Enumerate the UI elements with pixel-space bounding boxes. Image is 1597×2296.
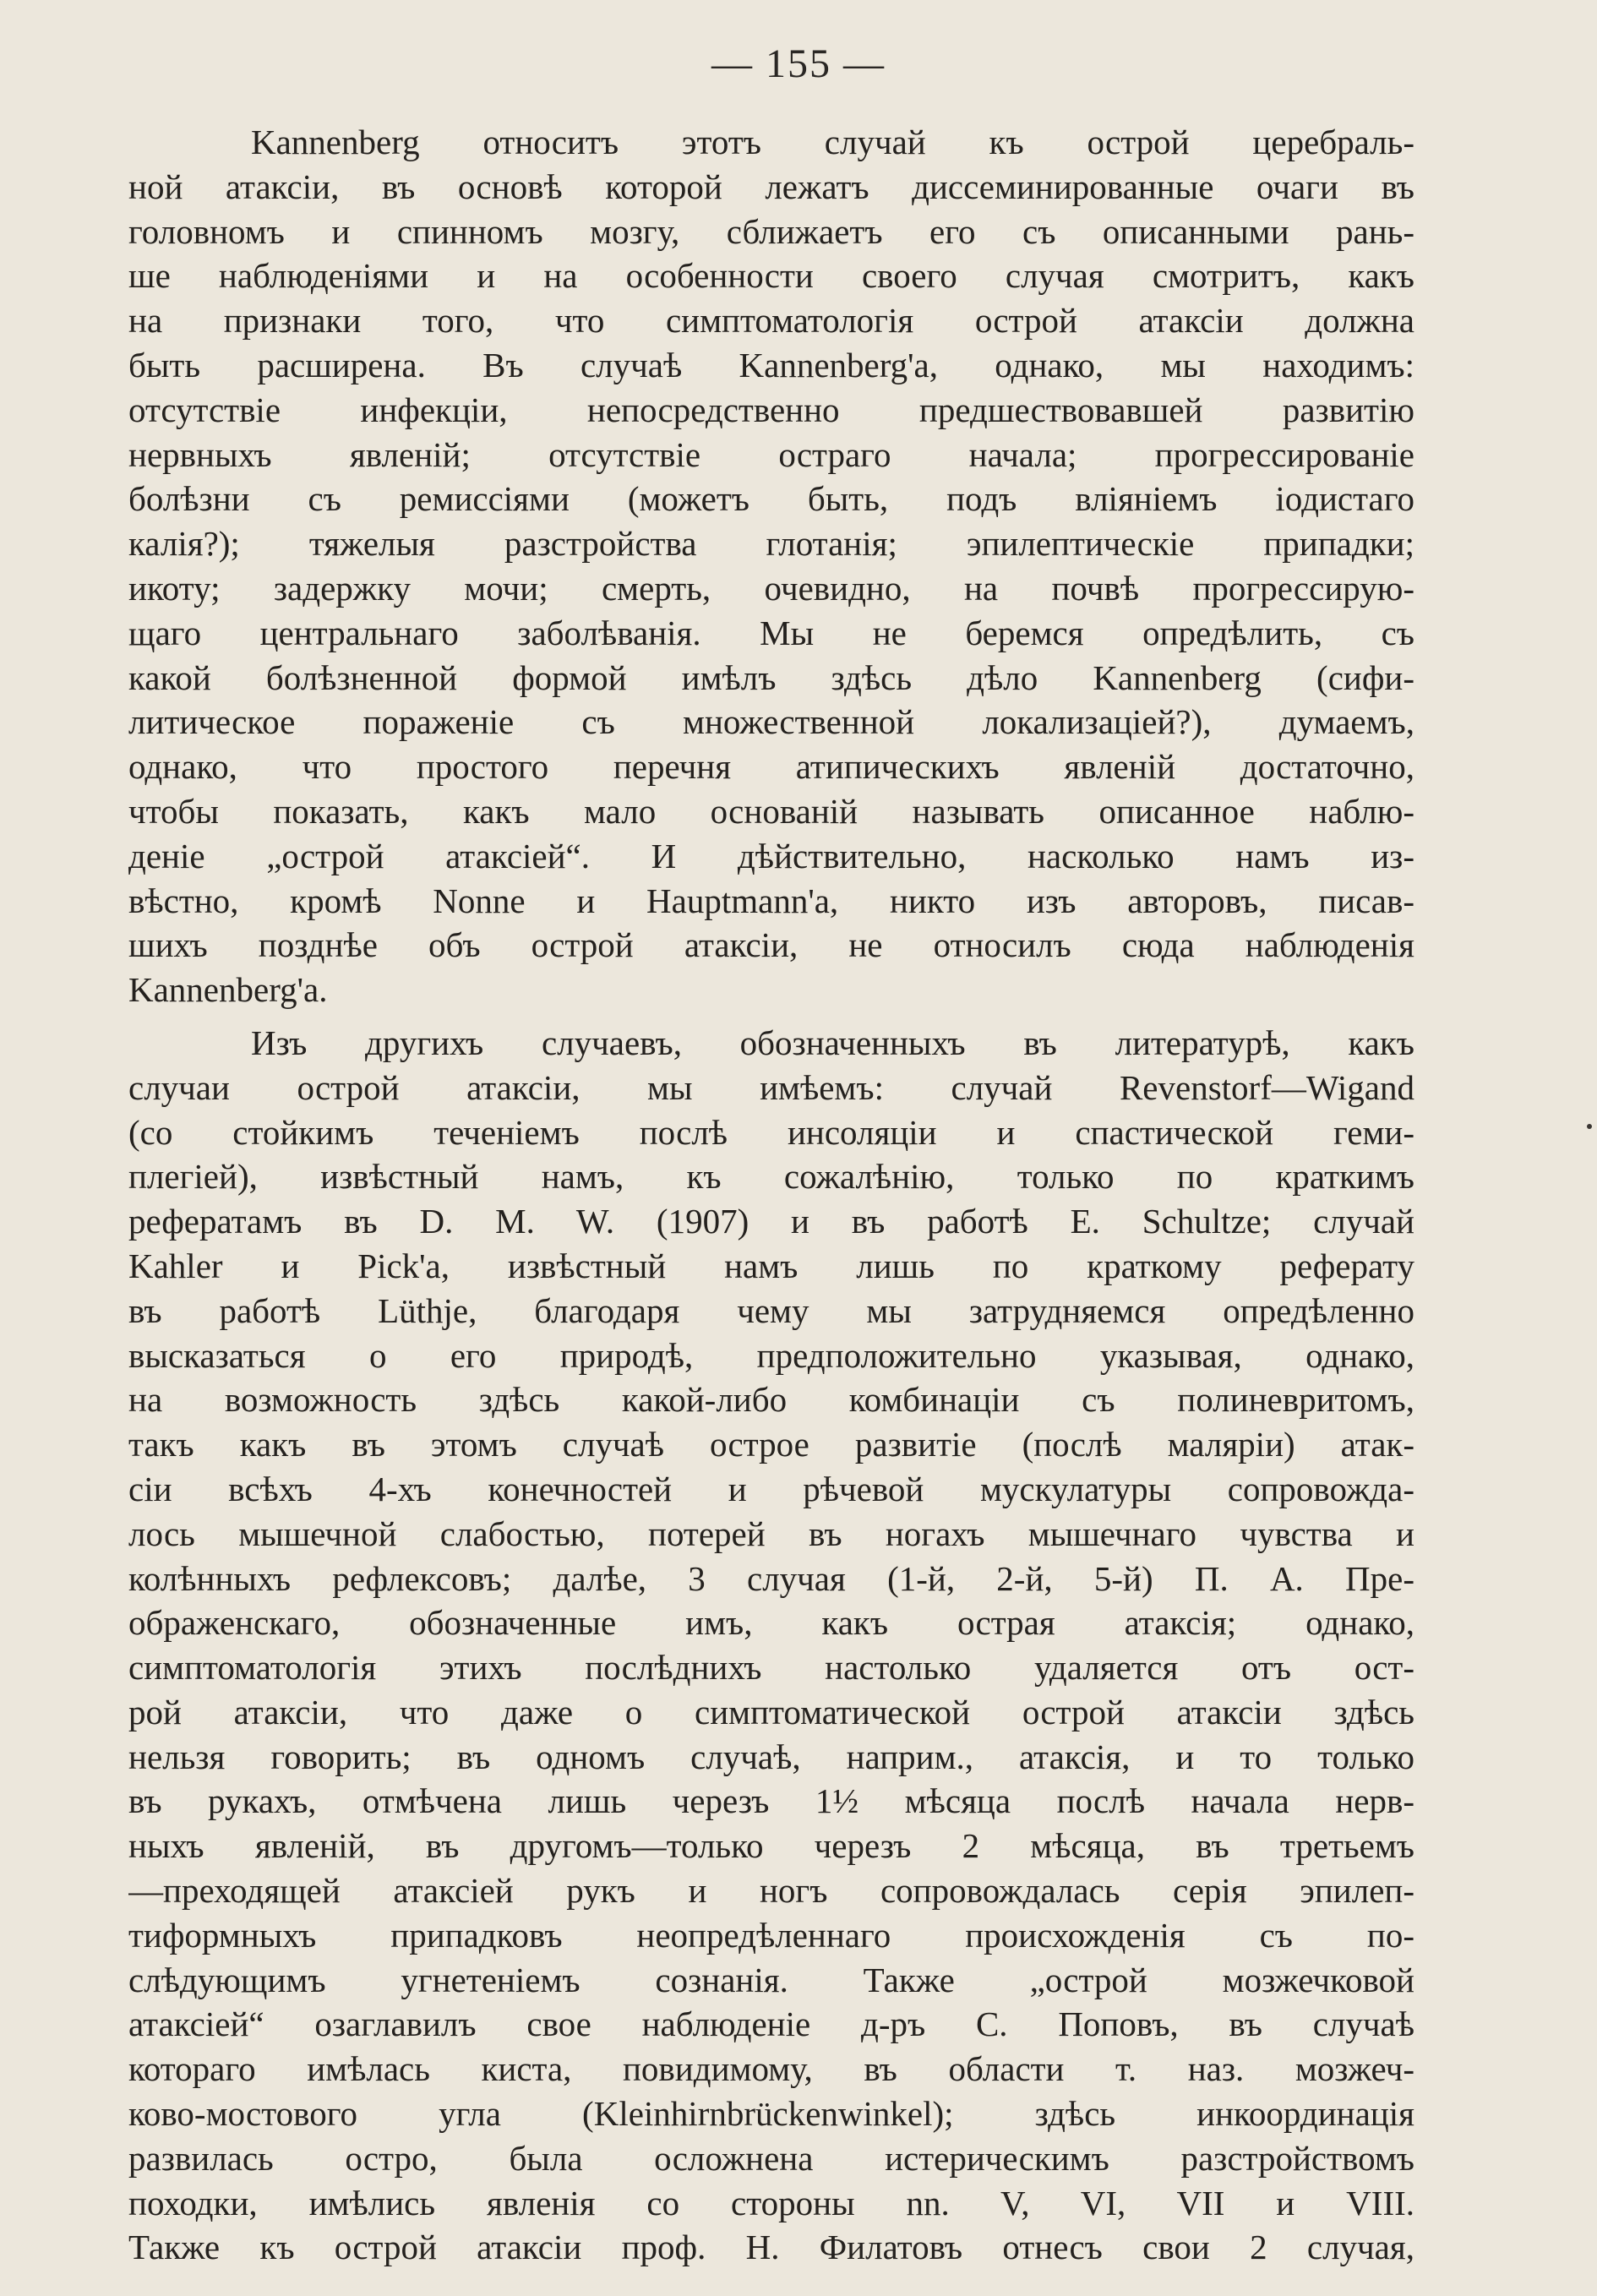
- text-line: въ рукахъ, отмѣчена лишь черезъ 1½ мѣсяца послѣ начала нерв-: [128, 1781, 1414, 1821]
- paragraph-1: [128, 120, 1414, 1012]
- paragraph-2: [128, 1021, 1414, 2270]
- text-line: щаго центральнаго заболѣванія. Мы не беремся опредѣлить, съ: [128, 613, 1414, 652]
- text-line: Kannenberg относитъ этотъ случай къ острой церебраль-: [251, 123, 1414, 161]
- text-line: ной атаксіи, въ основѣ которой лежатъ диссеминированные очаги въ: [128, 166, 1414, 206]
- text-line: ше наблюденіями и на особенности своего случая смотритъ, какъ: [128, 256, 1414, 296]
- text-line: Также къ острой атаксіи проф. Н. Филатовъ отнесъ свои 2 случая,: [128, 2228, 1414, 2267]
- text-line: случаи острой атаксіи, мы имѣемъ: случай Revenstorf—Wigand: [128, 1067, 1414, 1107]
- text-line: быть расширена. Въ случаѣ Kannenberg'a, однако, мы находимъ:: [128, 345, 1414, 384]
- body-text: [128, 120, 1414, 2270]
- text-line: деніе „острой атаксіей“. И дѣйствительно, насколько намъ из-: [128, 836, 1414, 875]
- text-line: однако, что простого перечня атипическихъ явленій достаточно,: [128, 747, 1414, 787]
- text-line: лось мышечной слабостью, потерей въ ногахъ мышечнаго чувства и: [128, 1513, 1414, 1553]
- text-line: нельзя говорить; въ одномъ случаѣ, наприм., атаксія, и то только: [128, 1737, 1414, 1776]
- text-line: —преходящей атаксіей рукъ и ногъ сопровождалась серія эпилеп-: [128, 1871, 1414, 1911]
- text-line: на признаки того, что симптоматологія острой атаксіи должна: [128, 301, 1414, 341]
- text-line: котораго имѣлась киста, повидимому, въ области т. наз. мозжеч-: [128, 2049, 1414, 2089]
- text-line: литическое пораженіе съ множественной локализаціей?), думаемъ,: [128, 702, 1414, 742]
- text-line: на возможность здѣсь какой-либо комбинаціи съ полиневритомъ,: [128, 1380, 1414, 1420]
- text-line: головномъ и спинномъ мозгу, сближаетъ его съ описанными рань-: [128, 211, 1414, 251]
- text-line: такъ какъ въ этомъ случаѣ острое развитіе (послѣ маляріи) атак-: [128, 1425, 1414, 1464]
- text-line: атаксіей“ озаглавилъ свое наблюденіе д-ръ С. Поповъ, въ случаѣ: [128, 2004, 1414, 2044]
- text-line: Kannenberg'a.: [128, 970, 328, 1010]
- text-line: нервныхъ явленій; отсутствіе остраго начала; прогрессированіе: [128, 434, 1414, 474]
- text-line: ныхъ явленій, въ другомъ—только черезъ 2 мѣсяца, въ третьемъ: [128, 1826, 1414, 1866]
- text-line: Kahler и Pick'a, извѣстный намъ лишь по краткому реферату: [128, 1246, 1414, 1285]
- text-line: плегіей), извѣстный намъ, къ сожалѣнію, только по краткимъ: [128, 1157, 1414, 1197]
- page-number: — 155 —: [711, 41, 886, 86]
- text-line: икоту; задержку мочи; смерть, очевидно, на почвѣ прогрессирую-: [128, 568, 1414, 608]
- text-line: въ работѣ Lüthje, благодаря чему мы затрудняемся опредѣленно: [128, 1290, 1414, 1330]
- text-line: тиформныхъ припадковъ неопредѣленнаго происхожденія съ по-: [128, 1915, 1414, 1955]
- scan-speck: [1587, 1124, 1592, 1129]
- text-line: болѣзни съ ремиссіями (можетъ быть, подъ вліяніемъ іодистаго: [128, 479, 1414, 519]
- text-line: сіи всѣхъ 4-хъ конечностей и рѣчевой мускулатуры сопровожда-: [128, 1469, 1414, 1508]
- text-line: слѣдующимъ угнетеніемъ сознанія. Также „острой мозжечковой: [128, 1960, 1414, 1999]
- text-line: высказаться о его природѣ, предположительно указывая, однако,: [128, 1335, 1414, 1375]
- text-line: вѣстно, кромѣ Nonne и Hauptmann'a, никто изъ авторовъ, писав-: [128, 881, 1414, 920]
- text-line: походки, имѣлись явленія со стороны nn. V, VI, VII и VIII.: [128, 2183, 1414, 2222]
- text-line: ково-мостового угла (Kleinhirnbrückenwinkel); здѣсь инкоординація: [128, 2094, 1414, 2134]
- text-line: чтобы показать, какъ мало основаній называть описанное наблю-: [128, 791, 1414, 831]
- text-line: шихъ позднѣе объ острой атаксіи, не относилъ сюда наблюденія: [128, 925, 1414, 965]
- text-line: Изъ другихъ случаевъ, обозначенныхъ въ литературѣ, какъ: [251, 1023, 1414, 1062]
- text-line: ображенскаго, обозначенные имъ, какъ острая атаксія; однако,: [128, 1603, 1414, 1643]
- text-line: симптоматологія этихъ послѣднихъ настолько удаляется отъ ост-: [128, 1648, 1414, 1688]
- text-line: развилась остро, была осложнена истерическимъ разстройствомъ: [128, 2138, 1414, 2178]
- text-line: калія?); тяжелыя разстройства глотанія; эпилептическіе припадки;: [128, 524, 1414, 564]
- text-line: отсутствіе инфекціи, непосредственно предшествовавшей развитію: [128, 390, 1414, 429]
- text-line: какой болѣзненной формой имѣлъ здѣсь дѣло Kannenberg (сифи-: [128, 657, 1414, 697]
- text-line: рой атаксіи, что даже о симптоматической острой атаксіи здѣсь: [128, 1692, 1414, 1732]
- text-line: (со стойкимъ теченіемъ послѣ инсоляціи и спастической геми-: [128, 1112, 1414, 1152]
- text-line: рефератамъ въ D. M. W. (1907) и въ работѣ E. Schultze; случай: [128, 1202, 1414, 1241]
- text-line: колѣнныхъ рефлексовъ; далѣе, 3 случая (1-й, 2-й, 5-й) П. А. Пре-: [128, 1558, 1414, 1598]
